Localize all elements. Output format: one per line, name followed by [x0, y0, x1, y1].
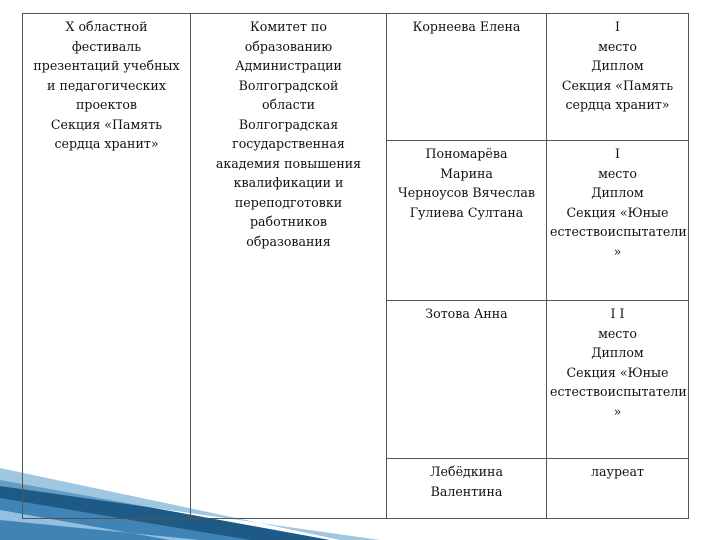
award-cell: I место Диплом Секция «Память сердца хранит» — [547, 14, 689, 141]
participant-names: Корнеева Елена — [387, 14, 547, 141]
festival-cell: X областной фестиваль презентаций учебных и педагогических проектов Секция «Память сердца хранит» — [23, 14, 191, 519]
award-cell: лауреат — [547, 459, 689, 519]
results-table — [22, 13, 689, 519]
organizer-cell: Комитет по образованию Администрации Волгоградской области Волгоградская государственная академия повышения квалификации и переподготовки работников образования — [191, 14, 387, 519]
award-cell: I место Диплом Секция «Юные естествоиспытатели » — [547, 141, 689, 301]
participant-names: Пономарёва Марина Черноусов Вячеслав Гулиева Султана — [387, 141, 547, 301]
table-row — [23, 14, 689, 141]
participant-names: Лебёдкина Валентина — [387, 459, 547, 519]
participant-names: Зотова Анна — [387, 301, 547, 459]
award-cell: I I место Диплом Секция «Юные естествоиспытатели » — [547, 301, 689, 459]
